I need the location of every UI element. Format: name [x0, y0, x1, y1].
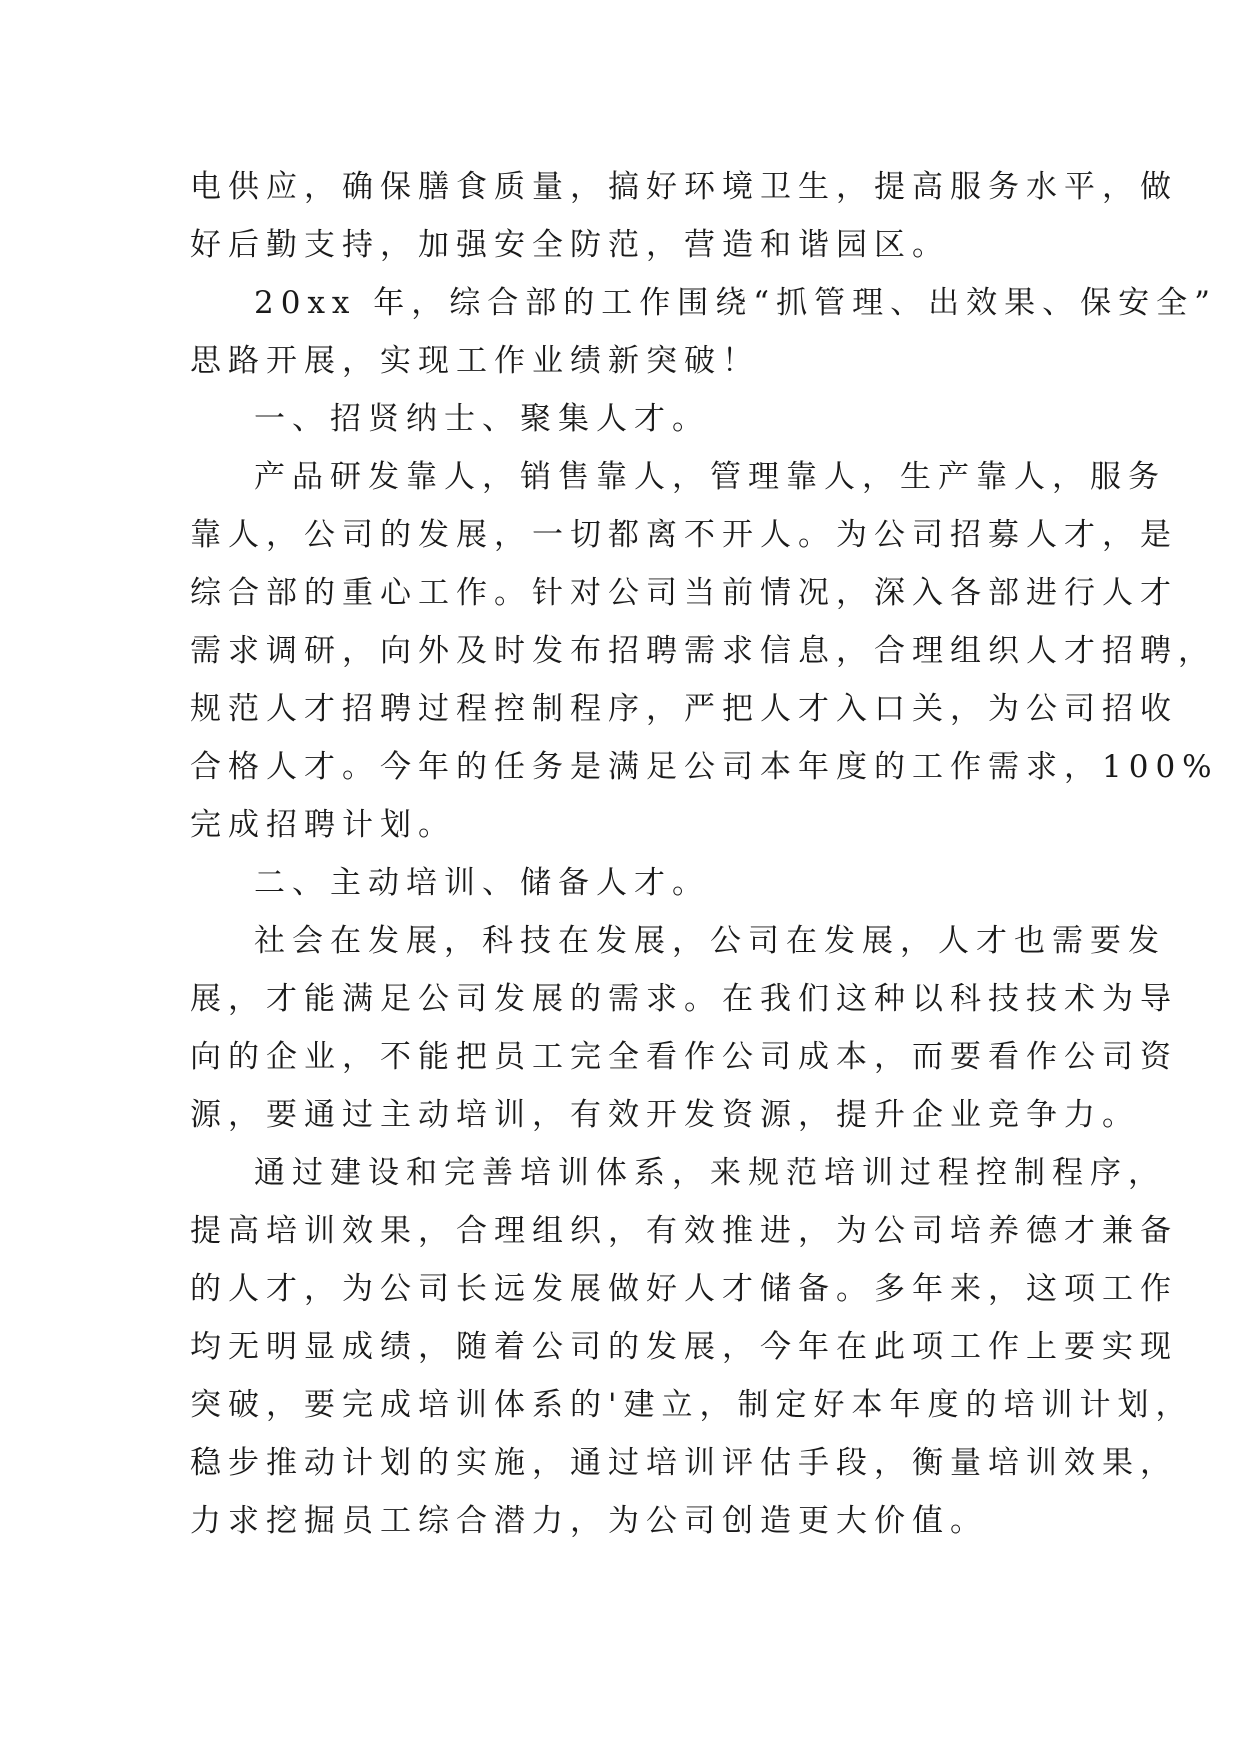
text-line: 产品研发靠人，销售靠人，管理靠人，生产靠人，服务 [254, 459, 1166, 495]
text-line: 力求挖掘员工综合潜力，为公司创造更大价值。 [190, 1503, 988, 1539]
text-line: 展，才能满足公司发展的需求。在我们这种以科技技术为导 [190, 981, 1178, 1017]
text-line: 社会在发展，科技在发展，公司在发展，人才也需要发 [254, 923, 1166, 959]
text-line: 的人才，为公司长远发展做好人才储备。多年来，这项工作 [190, 1271, 1178, 1307]
document-body [190, 158, 1219, 1550]
text-line: 均无明显成绩，随着公司的发展，今年在此项工作上要实现 [190, 1329, 1178, 1365]
text-line: 20xx 年，综合部的工作围绕“抓管理、出效果、保安全” [254, 285, 1217, 321]
text-line: 规范人才招聘过程控制程序，严把人才入口关，为公司招收 [190, 691, 1178, 727]
text-line: 稳步推动计划的实施，通过培训评估手段，衡量培训效果， [190, 1445, 1178, 1481]
text-line: 向的企业，不能把员工完全看作公司成本，而要看作公司资 [190, 1039, 1178, 1075]
text-line: 源，要通过主动培训，有效开发资源，提升企业竞争力。 [190, 1097, 1140, 1133]
text-line: 靠人，公司的发展，一切都离不开人。为公司招募人才，是 [190, 517, 1178, 553]
text-line: 合格人才。今年的任务是满足公司本年度的工作需求，100% [190, 749, 1219, 785]
text-line: 综合部的重心工作。针对公司当前情况，深入各部进行人才 [190, 575, 1178, 611]
text-line: 好后勤支持，加强安全防范，营造和谐园区。 [190, 227, 950, 263]
text-line: 提高培训效果，合理组织，有效推进，为公司培养德才兼备 [190, 1213, 1178, 1249]
text-line: 通过建设和完善培训体系，来规范培训过程控制程序， [254, 1155, 1166, 1191]
section-heading: 一、招贤纳士、聚集人才。 [254, 401, 710, 437]
text-line: 突破，要完成培训体系的'建立，制定好本年度的培训计划， [190, 1387, 1194, 1423]
text-line: 思路开展，实现工作业绩新突破！ [190, 343, 760, 379]
section-heading: 二、主动培训、储备人才。 [254, 865, 710, 901]
text-line: 完成招聘计划。 [190, 807, 456, 843]
text-line: 需求调研，向外及时发布招聘需求信息，合理组织人才招聘， [190, 633, 1216, 669]
text-line: 电供应，确保膳食质量，搞好环境卫生，提高服务水平，做 [190, 169, 1178, 205]
